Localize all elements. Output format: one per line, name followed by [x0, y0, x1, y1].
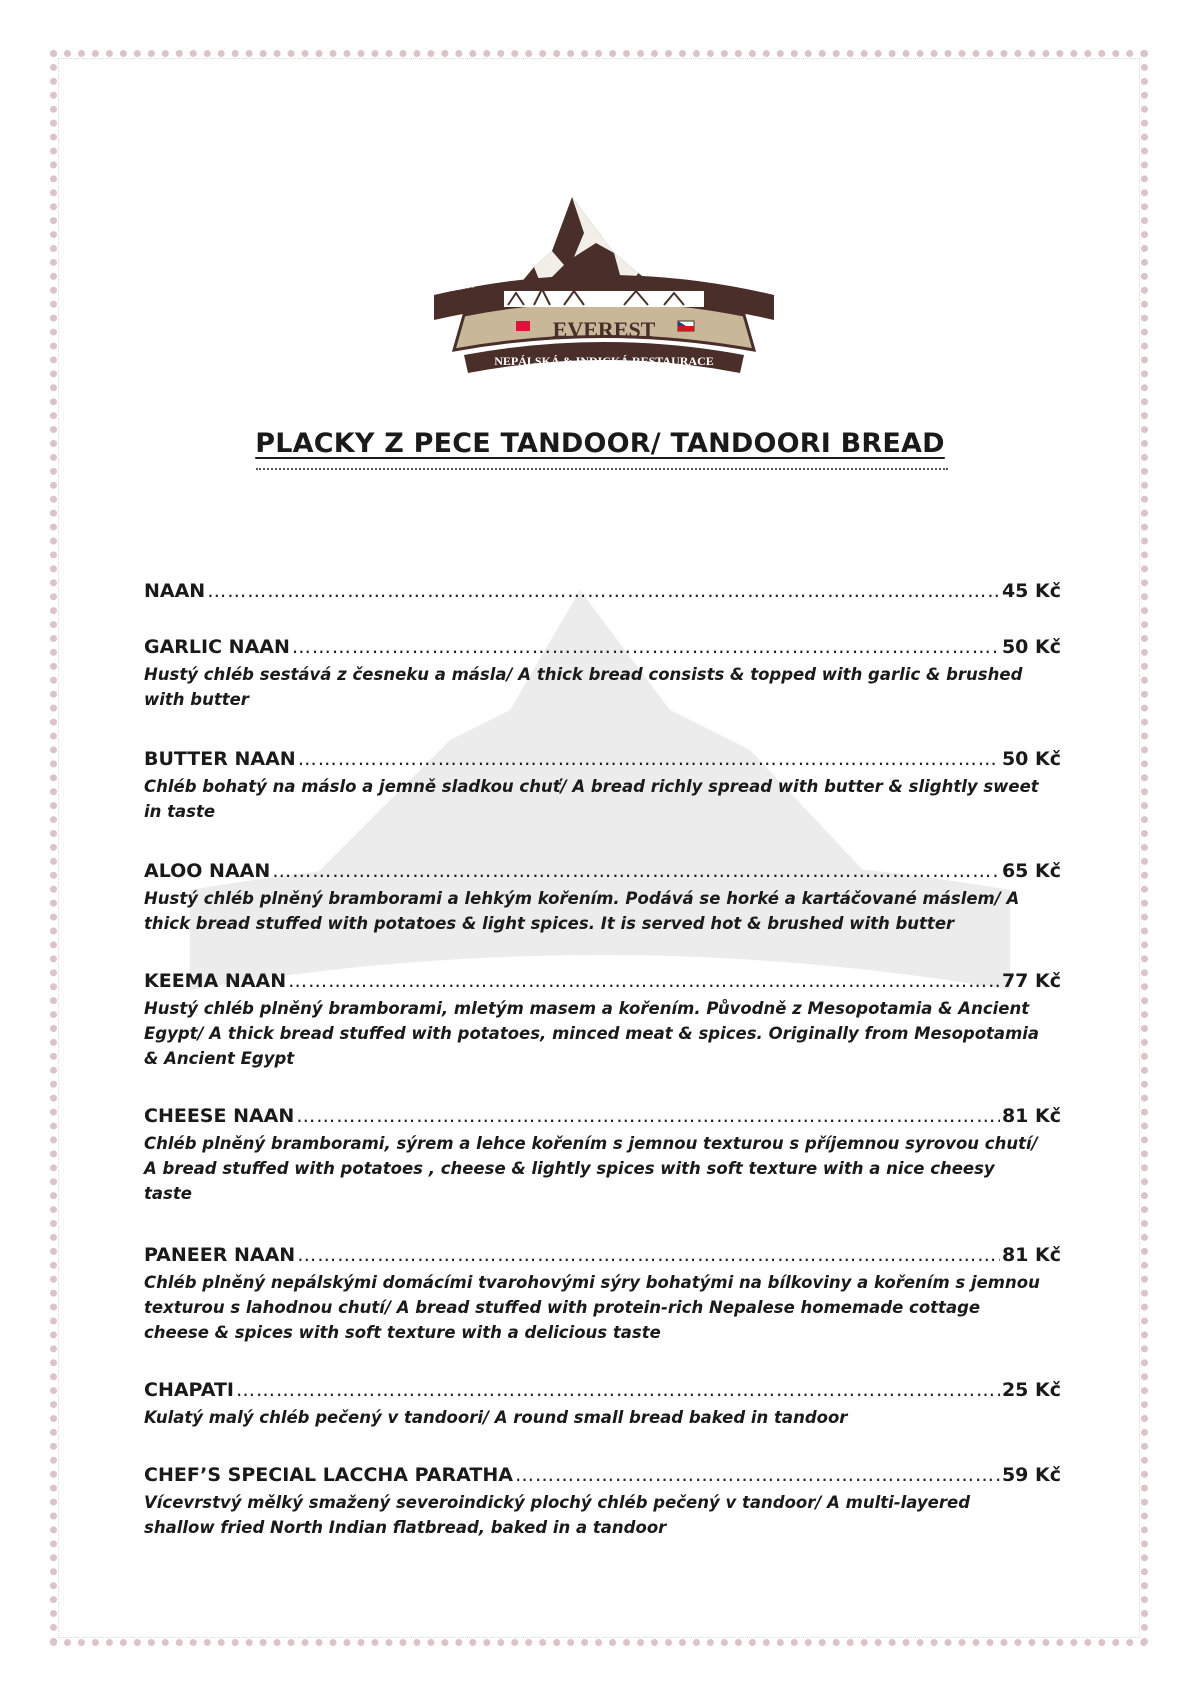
menu-item — [144, 746, 1061, 824]
menu-item-price: 81 Kč — [1001, 1105, 1061, 1127]
menu-item-price: 77 Kč — [1001, 970, 1061, 992]
menu-item-name: KEEMA NAAN — [144, 970, 287, 992]
menu-item-description: Chléb plněný bramborami, sýrem a lehce kořením s jemnou texturou s příjemnou syrovou chutí/ A bread stuffed with potatoes , cheese & lightly spices with soft texture with a nice cheesy taste — [144, 1134, 1038, 1203]
menu-item-description: Hustý chléb sestává z česneku a másla/ A thick bread consists & topped with garlic & brushed with butter — [144, 665, 1023, 709]
page-title: PLACKY Z PECE TANDOOR/ TANDOORI BREAD — [255, 428, 945, 459]
dot-leader — [292, 634, 1000, 660]
menu-item-name: CHEESE NAAN — [144, 1105, 295, 1127]
menu-item-name: NAAN — [144, 580, 206, 602]
logo-since: since — [450, 278, 476, 294]
menu-item — [144, 1377, 1061, 1430]
menu-item-description: Kulatý malý chléb pečený v tandoori/ A round small bread baked in tandoor — [144, 1408, 848, 1427]
menu-item — [144, 578, 1061, 604]
menu-item-price: 25 Kč — [1001, 1379, 1061, 1401]
menu-item-price: 59 Kč — [1001, 1464, 1061, 1486]
menu-item — [144, 968, 1061, 1071]
menu-item-price: 65 Kč — [1001, 860, 1061, 882]
logo-name: EVEREST — [552, 317, 656, 342]
menu-item-name: ALOO NAAN — [144, 860, 271, 882]
dot-leader — [272, 858, 1000, 884]
menu-item-price: 45 Kč — [1001, 580, 1061, 602]
logo-subtitle: NEPÁLSKÁ & INDICKÁ RESTAURACE — [494, 354, 714, 368]
menu-item-line — [144, 634, 1061, 660]
menu-item-line — [144, 746, 1061, 772]
menu-list — [144, 578, 1061, 1540]
menu-item-name: PANEER NAAN — [144, 1244, 296, 1266]
menu-item-description: Hustý chléb plněný bramborami a lehkým kořením. Podává se horké a kartáčované máslem/ A thick bread stuffed with potatoes & light spices. It is served hot & brushed with butter — [144, 889, 1020, 933]
dot-leader — [207, 578, 1000, 604]
menu-item — [144, 1462, 1061, 1540]
menu-item — [144, 1242, 1061, 1345]
menu-item-name: CHAPATI — [144, 1379, 234, 1401]
menu-item-price: 50 Kč — [1001, 748, 1061, 770]
menu-item-name: GARLIC NAAN — [144, 636, 290, 658]
dot-leader — [288, 968, 1000, 994]
dot-leader — [297, 1242, 1000, 1268]
menu-item-line — [144, 578, 1061, 604]
dot-leader — [298, 746, 1000, 772]
menu-item-price: 50 Kč — [1001, 636, 1061, 658]
menu-item-line — [144, 1242, 1061, 1268]
menu-item-line — [144, 858, 1061, 884]
menu-item-line — [144, 1103, 1061, 1129]
menu-item-description: Vícevrstvý mělký smažený severoindický plochý chléb pečený v tandoor/ A multi-layered shallow fried North Indian flatbread, baked in a tandoor — [144, 1493, 971, 1537]
dot-leader — [515, 1462, 1000, 1488]
menu-item — [144, 634, 1061, 712]
menu-item — [144, 858, 1061, 936]
menu-item-line — [144, 1377, 1061, 1403]
menu-item-name: BUTTER NAAN — [144, 748, 296, 770]
logo-year: 2010 — [723, 270, 748, 286]
dot-leader — [236, 1377, 1000, 1403]
menu-item-price: 81 Kč — [1001, 1244, 1061, 1266]
everest-logo — [424, 195, 784, 385]
dot-leader — [296, 1103, 1000, 1129]
menu-item-description: Chléb bohatý na máslo a jemně sladkou chuť/ A bread richly spread with butter & slightly sweet in taste — [144, 777, 1039, 821]
menu-item-name: CHEF’S SPECIAL LACCHA PARATHA — [144, 1464, 513, 1486]
menu-item-line — [144, 1462, 1061, 1488]
menu-item-description: Chléb plněný nepálskými domácími tvarohovými sýry bohatými na bílkoviny a kořením s jemnou texturou s lahodnou chutí/ A bread stuffed with protein-rich Nepalese homemade cottage cheese & spices with soft texture with a delicious taste — [144, 1273, 1040, 1342]
menu-item — [144, 1103, 1061, 1206]
nepal-flag-icon — [516, 321, 530, 331]
menu-item-line — [144, 968, 1061, 994]
title-underline-dots — [256, 468, 948, 470]
menu-item-description: Hustý chléb plněný bramborami, mletým masem a kořením. Původně z Mesopotamia & Ancient Egypt/ A thick bread stuffed with potatoes, minced meat & spices. Originally from Mesopotamia & Ancient Egypt — [144, 999, 1040, 1068]
